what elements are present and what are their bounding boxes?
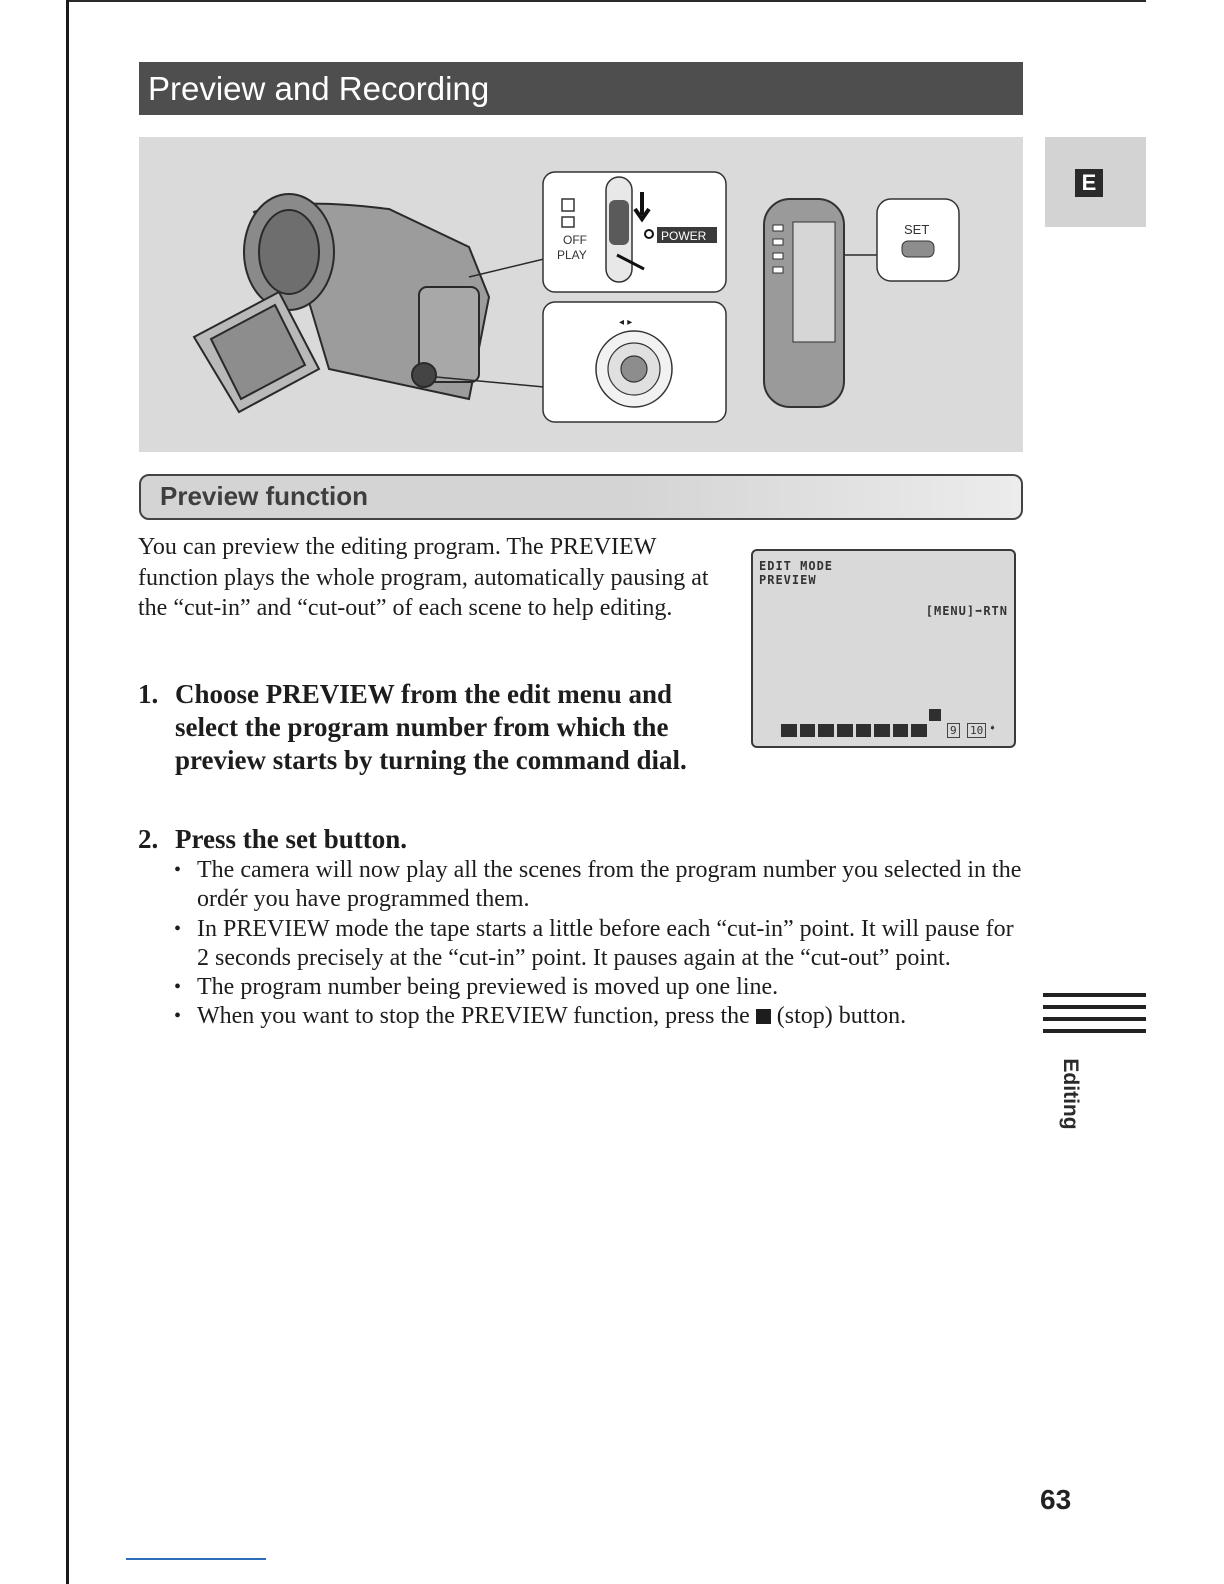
step-number: 2. <box>138 824 159 854</box>
page-number: 63 <box>1040 1484 1072 1515</box>
section-marker-lines <box>1043 993 1146 1041</box>
stop-icon <box>756 1009 771 1024</box>
list-item <box>174 1002 1024 1031</box>
list-item: • The program number being previewed is moved up one line. <box>174 973 1024 1002</box>
remote-control-icon <box>764 199 844 407</box>
step-text: Choose PREVIEW from the edit menu and select the program number from which the preview starts by turning the command dial. <box>175 679 687 775</box>
camcorder-drawing <box>139 137 1023 452</box>
screen-program-bars <box>781 724 927 737</box>
step-number: 1. <box>138 679 159 709</box>
screen-program-number: 9 <box>947 723 960 738</box>
screen-return-hint: [MENU]➡RTN <box>925 604 1008 618</box>
camcorder-illustration <box>139 137 1023 452</box>
camcorder-icon <box>194 194 489 412</box>
set-button-callout <box>877 199 959 281</box>
set-label: SET <box>904 222 930 237</box>
edit-mode-screen <box>751 549 1016 748</box>
page-title: Preview and Recording <box>139 62 1023 115</box>
language-tab <box>1045 137 1146 227</box>
power-switch-callout <box>543 172 726 292</box>
page-top-border <box>66 0 1146 2</box>
section-title: Preview function <box>139 474 1023 520</box>
page-footer-rule <box>126 1558 266 1560</box>
stop-note-before: When you want to stop the PREVIEW function, press the <box>197 1003 750 1030</box>
page-left-border <box>66 0 69 1584</box>
stop-note-after: (stop) button. <box>776 1003 907 1030</box>
step-2 <box>138 823 698 856</box>
list-item: • The camera will now play all the scenes from the program number you selected in the ordér you have programmed them. <box>174 856 1024 915</box>
screen-arrow-icon: ➧ <box>989 721 997 735</box>
screen-line-2: PREVIEW <box>759 573 817 587</box>
screen-program-number: 10 <box>967 723 986 738</box>
list-item: • In PREVIEW mode the tape starts a little before each “cut-in” point. It will pause for 2 seconds precisely at the “cut-in” point. It pauses again at the “cut-out” point. <box>174 915 1024 974</box>
screen-position-marker <box>929 709 941 721</box>
step-2-notes <box>174 856 1024 1032</box>
step-1 <box>138 678 698 777</box>
command-dial-callout <box>543 302 726 422</box>
power-label: POWER <box>661 229 707 243</box>
play-label: PLAY <box>557 248 587 262</box>
intro-paragraph: You can preview the editing program. The PREVIEW function plays the whole program, automatically pausing at the “cut-in” and “cut-out” of each scene to help editing. <box>138 534 709 621</box>
off-label: OFF <box>563 233 587 247</box>
screen-line-1: EDIT MODE <box>759 559 834 573</box>
step-text: Press the set button. <box>175 824 407 854</box>
svg-text:◂ ▸: ◂ ▸ <box>619 317 633 328</box>
language-tab-letter: E <box>1075 169 1103 197</box>
side-section-label: Editing <box>1059 1058 1082 1130</box>
